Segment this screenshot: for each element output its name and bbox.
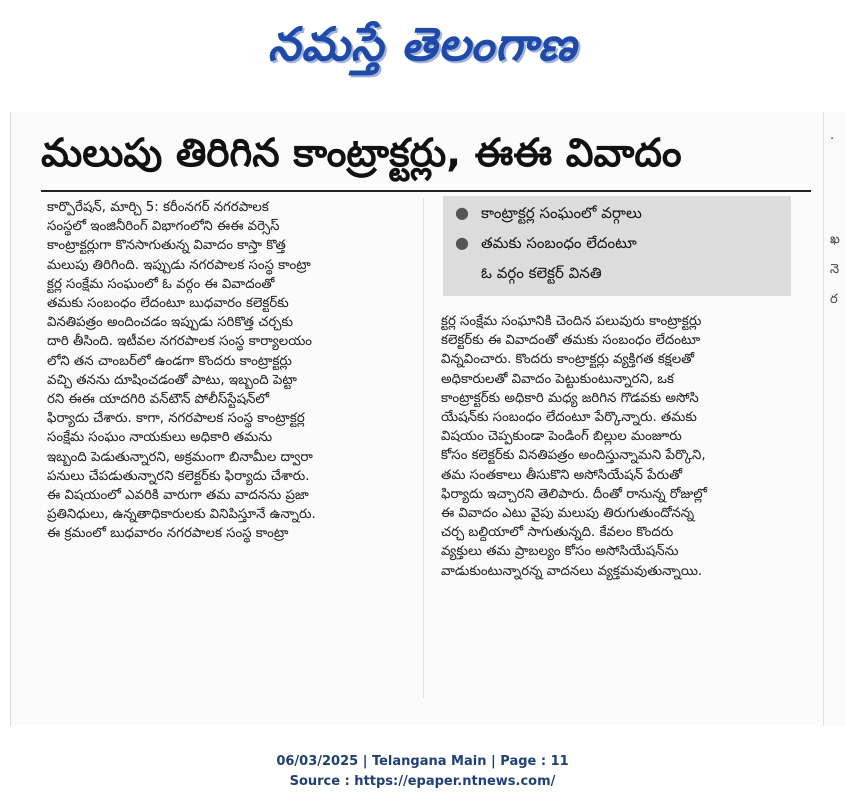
article-text-line: ఈ వివాదం ఎటు వైపు మలుపు తిరుగుతుందోనన్న [441, 506, 695, 522]
highlight-item: ● తమకు సంబంధం లేదంటూ [443, 228, 791, 258]
masthead-title: నమస్తే తెలంగాణ [267, 17, 578, 71]
article-right-column [441, 312, 793, 712]
article-text-line: ప్రతినిధులు, ఉన్నతాధికారులకు వినిపిస్తూనే ఉన్నారు. [47, 507, 316, 523]
headline-divider [41, 190, 811, 192]
adjacent-article-strip: · ఖ నె ర [823, 112, 845, 726]
article-text-line: చర్చ బల్దియాలో సాగుతున్నది. కేవలం కొందరు [441, 525, 674, 541]
article-text-line: తమ సంతకాలు తీసుకొని అసోసియేషన్ పేరుతో [441, 467, 683, 483]
highlight-item: ● కాంట్రాక్టర్ల సంఘంలో వర్గాలు [443, 198, 791, 228]
bullet-icon: ● [455, 203, 469, 222]
article-text-line: కార్పొరేషన్, మార్చి 5: కరీంనగర్ నగరపాలక [47, 200, 269, 215]
highlights-box [443, 196, 791, 296]
article-text-line: లోని తన చాంబర్‌లో ఉండగా కొందరు కాంట్రాక్టర్లు [47, 353, 292, 369]
article-text-line: వినతిపత్రం అందించడం ఇప్పుడు సరికొత్త చర్చకు [47, 315, 293, 331]
article-text-line: వాడుకుంటున్నారన్న వాదనలు వ్యక్తమవుతున్నాయి. [441, 563, 703, 579]
newspaper-masthead [0, 0, 845, 100]
article-text-line: కాంట్రాక్టర్‌కు అధికారి మధ్య జరిగిన గొడవకు అసోసి [441, 390, 699, 406]
article-text-line: సంక్షేమ సంఘం నాయకులు అధికారి తమను [47, 430, 273, 446]
article-headline: మలుపు తిరిగిన కాంట్రాక్టర్లు, ఈఈ వివాదం [41, 131, 682, 176]
article-text-line: విషయం చెప్పకుండా పెండింగ్ బిల్లుల మంజూరు [441, 429, 682, 445]
article-text-line: ఈ క్రమంలో బుధవారం నగరపాలక సంస్థ కాంట్రా [47, 526, 289, 542]
article-text-line: ఇబ్బంది పెడుతున్నారని, అక్రమంగా బినామీల ద్వారా [47, 449, 313, 465]
article-left-column [47, 198, 399, 708]
article-text-line: క్టర్ల సంక్షేమ సంఘంలో ఓ వర్గం ఈ వివాదంతో [47, 276, 275, 292]
article-text-line: మలుపు తిరిగింది. ఇప్పుడు నగరపాలక సంస్థ కాంట్రా [47, 257, 311, 273]
article-text-line: యేషన్‌కు సంబంధం లేదంటూ పేర్కొన్నారు. తమకు [441, 410, 697, 426]
article-text-line: దారి తీసింది. ఇటీవల నగరపాలక సంస్థ కార్యాలయం [47, 334, 313, 350]
article-text-line: పనులు చేపడుతున్నారని కలెక్టర్‌కు ఫిర్యాదు చేశారు. [47, 468, 310, 484]
article-text-line: కాంట్రాక్టర్లుగా కొనసాగుతున్న వివాదం కాస్తా కొత్త [47, 238, 286, 254]
article-text-line: ఫిర్యాదు ఇచ్చారని తెలిపారు. దీంతో రానున్న రోజుల్లో [441, 486, 707, 502]
article-text-line: అధికారులతో వివాదం పెట్టుకుంటున్నారని, ఒక [441, 371, 674, 387]
bullet-icon: ● [455, 233, 469, 252]
article-text-line: వ్యక్తులు తమ ప్రాబల్యం కోసం అసోసియేషన్‌ను [441, 544, 679, 560]
article-text-line: సంస్థలో ఇంజినీరింగ్ విభాగంలోని ఈఈ వర్సెస్ [47, 219, 280, 235]
article-text-line: వచ్చి తనను దూషించడంతో పాటు, ఇబ్బంది పెట్టా [47, 372, 297, 388]
article-text-line: ఈ విషయంలో ఎవరికి వారుగా తమ వాదనను ప్రజా [47, 488, 309, 504]
article-text-line: తమకు సంబంధం లేదంటూ బుధవారం కలెక్టర్‌కు [47, 296, 289, 312]
edition-info: 06/03/2025 | Telangana Main | Page : 11 [276, 754, 569, 769]
article-text-line: కలెక్టర్‌కు ఈ వివాదంతో తమకు సంబంధం లేదంటూ [441, 333, 701, 349]
article-text-line: కోసం కలెక్టర్‌కు వినతిపత్రం అందిస్తున్నామని పేర్కొని, [441, 448, 706, 464]
article-text-line: విన్నవించారు. కొందరు కాంట్రాక్టర్లు వ్యక్తిగత కక్షలతో [441, 352, 695, 368]
article-text-line: ఫిర్యాదు చేశారు. కాగా, నగరపాలక సంస్థ కాంట్రాక్టర్ల [47, 411, 305, 427]
article-clipping [10, 112, 845, 726]
article-text-line: క్టర్ల సంక్షేమ సంఘానికి చెందిన పలువురు కాంట్రాక్టర్లు [441, 314, 702, 329]
column-divider [423, 198, 424, 698]
source-link[interactable]: Source : https://epaper.ntnews.com/ [289, 774, 556, 789]
article-text-line: రని ఈఈ యాదగిరి వన్‌టౌన్ పోలీస్‌స్టేషన్‌లో [47, 392, 270, 408]
highlight-item-continuation: ఓ వర్గం కలెక్టర్ వినతి [481, 264, 602, 282]
